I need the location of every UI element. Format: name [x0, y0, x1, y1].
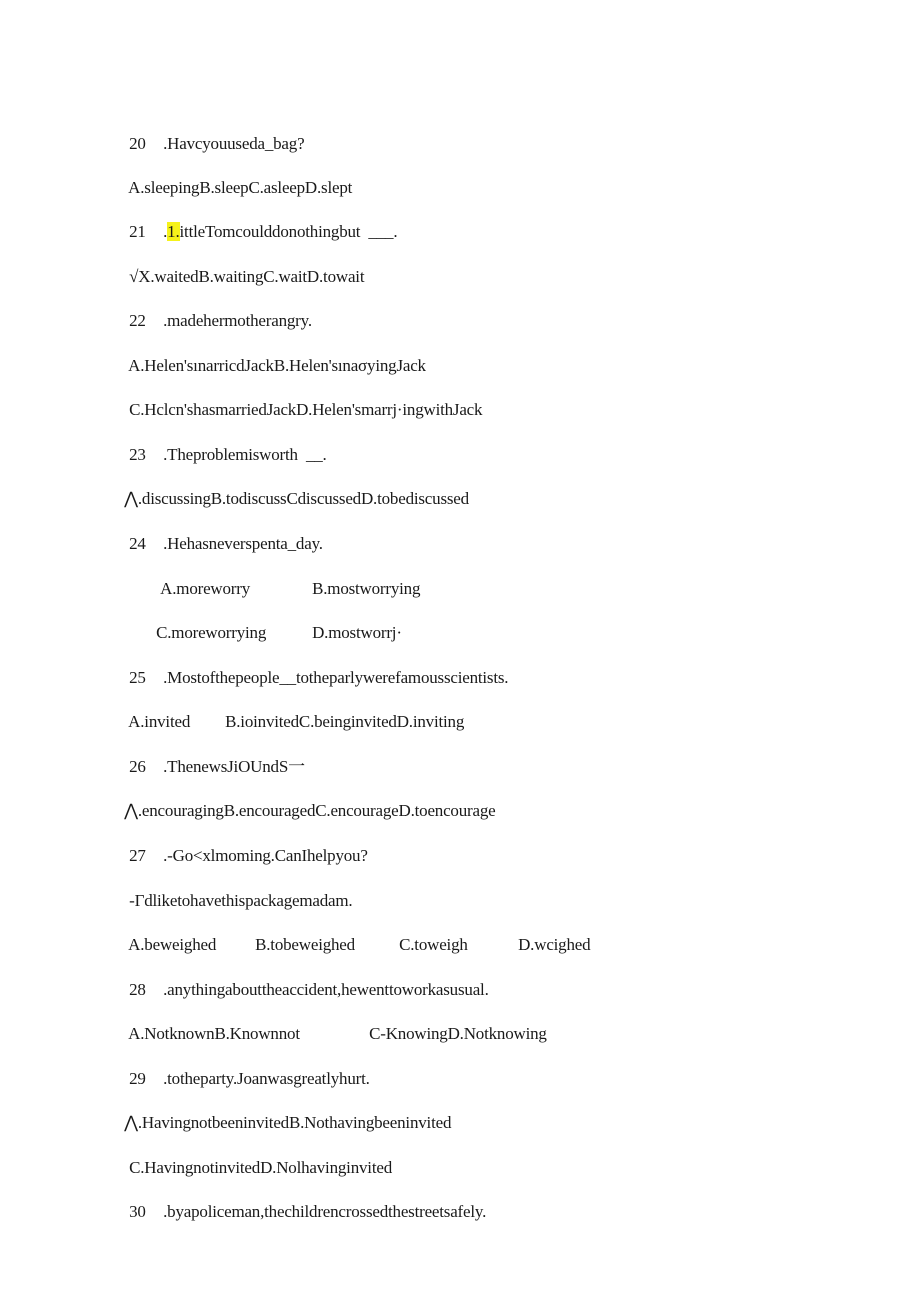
options-text: A.Helen'sınarricdJackB.Helen'sınaσyingJack — [128, 356, 426, 375]
question-number: 30 — [129, 1202, 146, 1221]
question-number: 25 — [129, 668, 146, 687]
answer-options — [121, 1138, 392, 1178]
options-text: ⋀.encouragingB.encouragedC.encourageD.toencourage — [124, 801, 496, 820]
option-a: A.beweighed — [128, 935, 217, 954]
option-d: D.wcighed — [518, 935, 591, 954]
answer-options — [391, 915, 468, 955]
question-text-prefix: . — [163, 222, 168, 241]
highlighted-text: 1. — [167, 222, 180, 241]
option-b: B.tobeweighed — [255, 935, 355, 954]
options-text: √X.waitedB.waitingC.waitD.towait — [129, 267, 365, 286]
question-text: .byapoliceman,thechildrencrossedthestreetsafely. — [163, 1202, 487, 1221]
options-text: A.sleepingB.sleepC.asleepD.slept — [128, 178, 353, 197]
options-text: C.Hclcn'shasmarriedJackD.Helen'smarrj·ingwithJack — [129, 400, 483, 419]
options-text: ⋀.discussingB.todiscussCdiscussedD.tobediscussed — [124, 489, 469, 508]
answer-options — [116, 781, 495, 821]
question-number: 20 — [129, 134, 146, 153]
question-number: 26 — [129, 757, 146, 776]
question-text: .madehermotherangry. — [163, 311, 312, 330]
question-text: .Mostofthepeople__totheparlywerefamousscientists. — [163, 668, 509, 687]
question-26 — [121, 737, 305, 777]
option-c: C.moreworrying — [156, 623, 267, 642]
answer-options — [116, 469, 469, 509]
question-21 — [121, 202, 397, 242]
option-a: A.moreworry — [160, 579, 251, 598]
question-text: .ThenewsJiOUndS一 — [163, 757, 305, 776]
question-number: 27 — [129, 846, 146, 865]
answer-options — [121, 692, 190, 732]
answer-options — [247, 915, 355, 955]
question-number: 24 — [129, 534, 146, 553]
question-22 — [121, 291, 312, 331]
question-text: .Havcyouuseda_bag? — [163, 134, 305, 153]
answer-options — [116, 1093, 451, 1133]
dialogue-line — [121, 871, 352, 911]
answer-options — [153, 559, 250, 599]
question-28 — [121, 960, 489, 1000]
answer-options — [361, 1004, 547, 1044]
question-27 — [121, 826, 368, 866]
question-30 — [121, 1182, 486, 1222]
question-text: .anythingabouttheaccident,hewenttoworkasusual. — [163, 980, 489, 999]
answer-options — [121, 336, 426, 376]
option-a: A.invited — [128, 712, 191, 731]
question-number: 29 — [129, 1069, 146, 1088]
answer-options — [121, 1004, 300, 1044]
options-text: C.HavingnotinvitedD.Nolhavinginvited — [129, 1158, 392, 1177]
options-text: B.ioinvitedC.beinginvitedD.inviting — [225, 712, 465, 731]
question-23 — [121, 425, 327, 465]
answer-options — [217, 692, 464, 732]
question-text: .Theproblemisworth __. — [163, 445, 327, 464]
options-text: A.NotknownB.Knownnot — [128, 1024, 300, 1043]
question-number: 28 — [129, 980, 146, 999]
option-c: C.toweigh — [399, 935, 468, 954]
answer-options — [121, 915, 216, 955]
question-text: .totheparty.Joanwasgreatlyhurt. — [163, 1069, 370, 1088]
question-25 — [121, 648, 508, 688]
answer-options — [510, 915, 590, 955]
answer-options — [148, 603, 266, 643]
question-number: 21 — [129, 222, 146, 241]
answer-options — [121, 380, 482, 420]
question-text: .-Go<xlmoming.CanIhelpyou? — [163, 846, 368, 865]
answer-options — [121, 247, 364, 287]
question-number: 23 — [129, 445, 146, 464]
question-text: ittleTomcoulddonothingbut ___. — [179, 222, 398, 241]
question-24 — [121, 514, 323, 554]
question-number: 22 — [129, 311, 146, 330]
answer-options — [304, 559, 420, 599]
question-20 — [121, 114, 304, 154]
option-b: B.mostworrying — [312, 579, 421, 598]
question-29 — [121, 1049, 370, 1089]
options-text: ⋀.HavingnotbeeninvitedB.Nothavingbeeninvited — [124, 1113, 452, 1132]
question-text: .Hehasneverspenta_day. — [163, 534, 323, 553]
answer-options — [304, 603, 402, 643]
dialogue-text: -Γdliketohavethispackagemadam. — [129, 891, 353, 910]
answer-options — [121, 158, 352, 198]
options-text: C-KnowingD.Notknowing — [369, 1024, 547, 1043]
option-d: D.mostworrj· — [312, 623, 402, 642]
